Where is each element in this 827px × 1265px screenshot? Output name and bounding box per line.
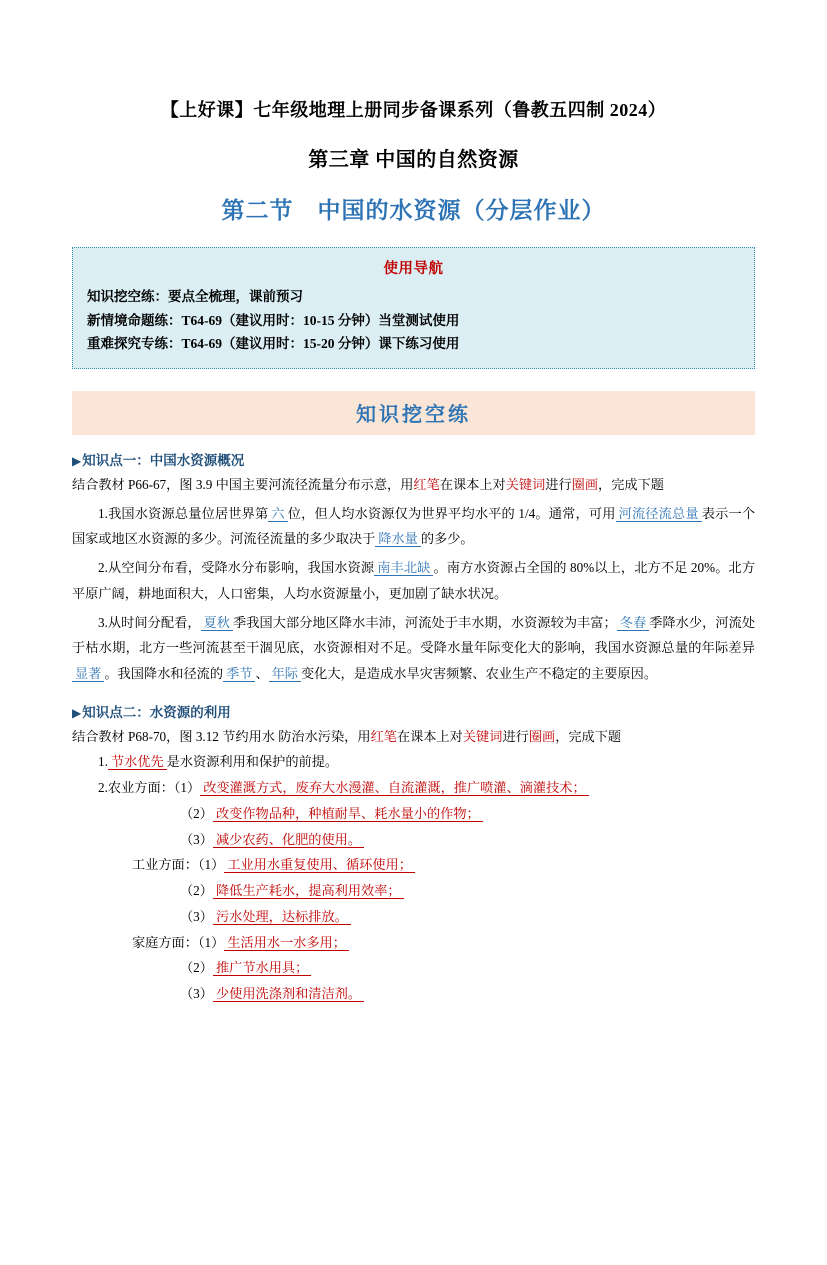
usage-navigation-box (72, 247, 755, 369)
kp1-item1-a: 1.我国水资源总量位居世界第 (98, 505, 269, 521)
nav-box-title: 使用导航 (383, 261, 444, 277)
kp2-item1-text: 是水资源利用和保护的前提。 (166, 754, 339, 770)
kp2-industry-label-3: （3） (180, 908, 213, 924)
knowledge-point-1-heading (72, 449, 755, 469)
kp2-home-label: 家庭方面：（1） (132, 934, 225, 950)
kp2-industry-answer-3: 污水处理，达标排放。 (213, 909, 351, 925)
kp1-item-3 (72, 610, 755, 687)
series-title: 【上好课】七年级地理上册同步备课系列（鲁教五四制 2024） (160, 100, 667, 120)
kp1-intro-red3: 圈画 (571, 476, 599, 492)
kp1-item2-b: 。南方水资源占全国的 80%以上，北方不足 20%。北方平原广阔，耕地面积大，人口密集，人均水资源量小，更加剧了缺水状况。 (72, 560, 756, 601)
kp1-item3-answer-1: 夏秋 (201, 615, 233, 631)
nav-line-2: 新情境命题练：T64-69（建议用时：10-15 分钟）当堂测试使用 (87, 312, 460, 328)
kp2-home-answer-3: 少使用洗涤剂和清洁剂。 (213, 986, 364, 1002)
kp2-home-label-3: （3） (180, 986, 213, 1002)
kp1-item3-answer-3: 显著 (72, 666, 104, 682)
kp1-item3-answer-2: 冬春 (617, 615, 650, 631)
kp2-home-2 (180, 955, 755, 981)
knowledge-point-1-heading-text: 知识点一：中国水资源概况 (82, 452, 245, 468)
kp1-item-1 (72, 501, 755, 552)
kp1-item1-c: 表示一个国家或地区水资源的多少。河流径流量的多少取决于 (72, 505, 756, 547)
kp2-agriculture-2 (180, 801, 755, 827)
nav-line-3: 重难探究专练：T64-69（建议用时：15-20 分钟）课下练习使用 (87, 336, 460, 352)
kp1-item3-a: 3.从时间分配看， (98, 614, 201, 630)
kp1-intro-a: 结合教材 P66-67，图 3.9 中国主要河流径流量分布示意，用 (72, 476, 414, 492)
kp2-intro-red2: 关键词 (462, 728, 503, 744)
kp2-home-1 (132, 930, 755, 956)
kp1-item3-b: 季我国大部分地区降水丰沛，河流处于丰水期，水资源较为丰富； (233, 614, 617, 630)
kp2-agriculture-label-2: （2） (180, 805, 213, 821)
document-page (0, 96, 827, 1265)
kp1-item3-answer-4: 季节 (223, 666, 255, 682)
kp1-item3-f: 变化大，是造成水旱灾害频繁、农业生产不稳定的主要原因。 (301, 666, 658, 682)
kp2-intro (72, 724, 755, 750)
kp2-industry-answer-2: 降低生产耗水，提高利用效率； (213, 883, 404, 899)
kp1-intro-c: 进行 (545, 476, 572, 492)
kp2-intro-c: 进行 (502, 728, 529, 744)
kp1-item1-b: 位，但人均水资源仅为世界平均水平的 1/4。通常，可用 (287, 505, 616, 521)
kp2-item-1 (98, 749, 755, 775)
kp1-intro (72, 472, 755, 498)
kp2-industry-1 (132, 852, 755, 878)
kp2-intro-b: 在课本上对 (396, 728, 463, 744)
nav-line-1: 知识挖空练：要点全梳理，课前预习 (87, 289, 303, 304)
kp1-item2-answer-1: 南丰北缺 (374, 560, 433, 576)
section-banner (72, 391, 755, 435)
kp1-intro-red1: 红笔 (413, 476, 440, 492)
kp2-agriculture-label-3: （3） (180, 831, 213, 847)
kp2-industry-2 (180, 878, 755, 904)
kp2-agriculture-3 (180, 827, 755, 853)
section-title: 第二节 中国的水资源（分层作业） (221, 198, 606, 223)
kp1-item3-d: 。我国降水和径流的 (104, 666, 224, 682)
kp1-item1-answer-1: 六 (268, 506, 287, 522)
section-banner-text: 知识挖空练 (356, 403, 471, 426)
kp2-agriculture-answer-3: 减少农药、化肥的使用。 (213, 832, 364, 848)
kp1-item1-answer-2: 河流径流总量 (616, 506, 702, 522)
knowledge-point-2-heading (72, 701, 755, 721)
kp2-intro-red1: 红笔 (370, 728, 397, 744)
kp1-item2-a: 2.从空间分布看，受降水分布影响，我国水资源 (98, 560, 375, 576)
kp1-intro-red2: 关键词 (505, 476, 546, 492)
kp1-item3-e: 、 (255, 666, 269, 682)
kp2-industry-label: 工业方面：（1） (132, 857, 225, 873)
kp2-intro-d: ，完成下题 (555, 728, 622, 744)
kp2-intro-red3: 圈画 (528, 728, 556, 744)
kp2-home-answer-2: 推广节水用具； (213, 960, 311, 976)
knowledge-point-2-heading-text: 知识点二：水资源的利用 (82, 704, 231, 720)
kp2-intro-a: 结合教材 P68-70，图 3.12 节约用水 防治水污染，用 (72, 728, 371, 744)
kp1-intro-d: ，完成下题 (598, 476, 664, 492)
kp2-industry-label-2: （2） (180, 883, 213, 899)
triangle-bullet-icon-2: ▶ (72, 705, 82, 720)
kp2-industry-answer-1: 工业用水重复使用、循环使用； (224, 857, 415, 873)
kp2-item1-number: 1. (98, 754, 108, 770)
kp2-home-answer-1: 生活用水一水多用； (224, 935, 349, 951)
kp2-home-3 (180, 981, 755, 1007)
chapter-title: 第三章 中国的自然资源 (308, 149, 519, 171)
kp1-item3-c: 季降水少，河流处于枯水期，北方一些河流甚至干涸见底，水资源相对不足。受降水量年际变化大的影响，我国水资源总量的年际差异 (72, 614, 756, 656)
kp1-item1-answer-3: 降水量 (375, 531, 421, 547)
kp2-agriculture-1 (98, 775, 755, 801)
kp1-intro-b: 在课本上对 (439, 476, 506, 492)
triangle-bullet-icon: ▶ (72, 453, 82, 468)
kp2-home-label-2: （2） (180, 960, 213, 976)
kp2-agriculture-answer-1: 改变灌溉方式，废弃大水漫灌、自流灌溉，推广喷灌、滴灌技术； (200, 780, 588, 796)
kp1-item1-d: 的多少。 (420, 531, 474, 547)
kp2-industry-3 (180, 904, 755, 930)
kp2-agriculture-label: 2.农业方面：（1） (98, 780, 201, 796)
kp2-agriculture-answer-2: 改变作物品种，种植耐旱、耗水量小的作物； (213, 806, 483, 822)
kp1-item-2 (72, 555, 755, 606)
kp1-item3-answer-5: 年际 (269, 666, 301, 682)
kp2-item1-answer: 节水优先 (108, 754, 167, 770)
